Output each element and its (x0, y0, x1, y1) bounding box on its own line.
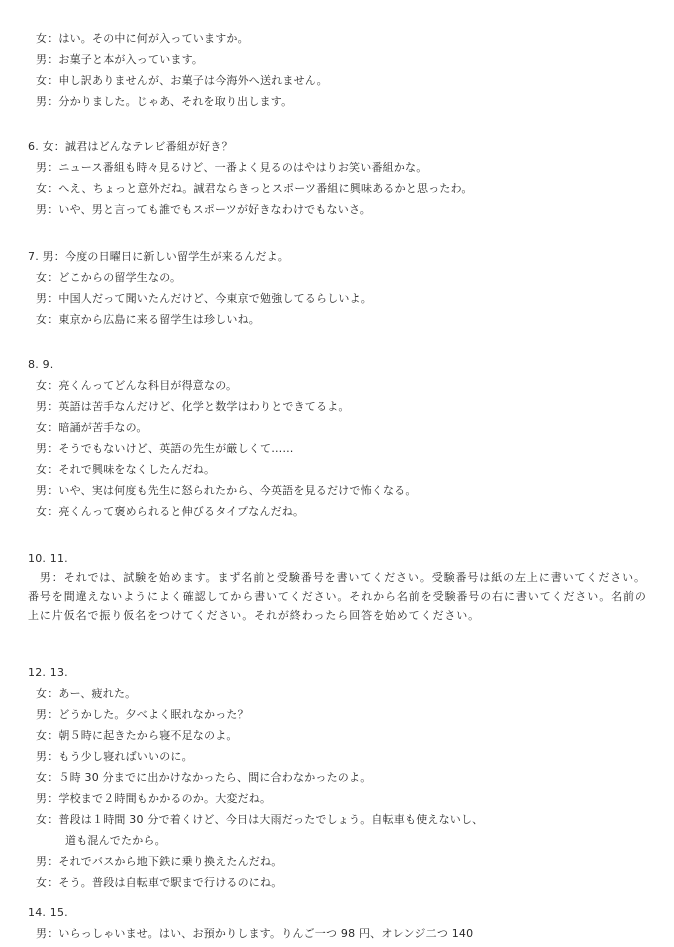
dialogue-line: 女：どこからの留学生なの。 (36, 271, 182, 284)
dialogue-line: 男：分かりました。じゃあ、それを取り出します。 (36, 95, 293, 108)
dialogue-line: 女：申し訳ありませんが、お菓子は今海外へ送れません。 (36, 74, 328, 87)
dialogue-line: 女：５時 30 分までに出かけなかったら、間に合わなかったのよ。 (36, 771, 372, 784)
dialogue-line: 男：そうでもないけど、英語の先生が厳しくて…… (36, 442, 294, 455)
dialogue-line: 男：もう少し寝ればいいのに。 (36, 750, 193, 763)
dialogue-line: 男：学校まで２時間もかかるのか。大変だね。 (36, 792, 272, 805)
dialogue-line: 男：それでバスから地下鉄に乗り換えたんだね。 (36, 855, 283, 868)
dialogue-line-continuation: 道も混んでたから。 (65, 834, 166, 847)
instruction-paragraph: 男：それでは、試験を始めます。まず名前と受験番号を書いてください。受験番号は紙の左上に書いてください。番号を間違えないようによく確認してから書いてください。それから名前を受験番号の右に書いてください。名前の上に片仮名で振り仮名をつけてください。それが終わったら回答を始めてください。 (28, 571, 647, 622)
dialogue-line: 男：どうかした。夕べよく眠れなかった？ (36, 708, 249, 721)
dialogue-line: 男：いや、実は何度も先生に怒られたから、今英語を見るだけで怖くなる。 (36, 484, 417, 497)
dialogue-line: 女：暗誦が苦手なの。 (36, 421, 148, 434)
dialogue-line: 男：英語は苦手なんだけど、化学と数学はわりとできてるよ。 (36, 400, 350, 413)
dialogue-line: 女：へえ、ちょっと意外だね。誠君ならきっとスポーツ番組に興味あるかと思ったわ。 (36, 182, 473, 195)
dialogue-line: 女：そう。普段は自転車で駅まで行けるのにね。 (36, 876, 283, 889)
dialogue-line: 女：はい。その中に何が入っていますか。 (36, 32, 249, 45)
dialogue-line: 男：いや、男と言っても誰でもスポーツが好きなわけでもないさ。 (36, 203, 371, 216)
section-12-13-heading: 12. 13. (28, 666, 68, 679)
dialogue-line: 女：亮くんって褒められると伸びるタイプなんだね。 (36, 505, 305, 518)
dialogue-line: 男：いらっしゃいませ。はい、お預かりします。りんご一つ 98 円、オレンジ二つ 140 (36, 927, 474, 940)
section-8-9-heading: 8. 9. (28, 358, 54, 371)
section-7-heading: 7. 男：今度の日曜日に新しい留学生が来るんだよ。 (28, 250, 289, 263)
dialogue-line: 男：お菓子と本が入っています。 (36, 53, 204, 66)
dialogue-line: 女：普段は１時間 30 分で着くけど、今日は大雨だったでしょう。自転車も使えないし、 (36, 813, 484, 826)
section-14-15-heading: 14. 15. (28, 906, 68, 919)
dialogue-line: 女：それで興味をなくしたんだね。 (36, 463, 216, 476)
dialogue-line: 女：亮くんってどんな科目が得意なの。 (36, 379, 238, 392)
dialogue-line: 女：東京から広島に来る留学生は珍しいね。 (36, 313, 260, 326)
dialogue-line: 女：朝５時に起きたから寝不足なのよ。 (36, 729, 238, 742)
section-10-11-heading: 10. 11. (28, 552, 68, 565)
dialogue-line: 男：ニュース番組も時々見るけど、一番よく見るのはやはりお笑い番組かな。 (36, 161, 428, 174)
dialogue-line: 男：中国人だって聞いたんだけど、今東京で勉強してるらしいよ。 (36, 292, 372, 305)
dialogue-line: 女：あー、疲れた。 (36, 687, 137, 700)
section-6-heading: 6. 女：誠君はどんなテレビ番組が好き？ (28, 140, 233, 153)
